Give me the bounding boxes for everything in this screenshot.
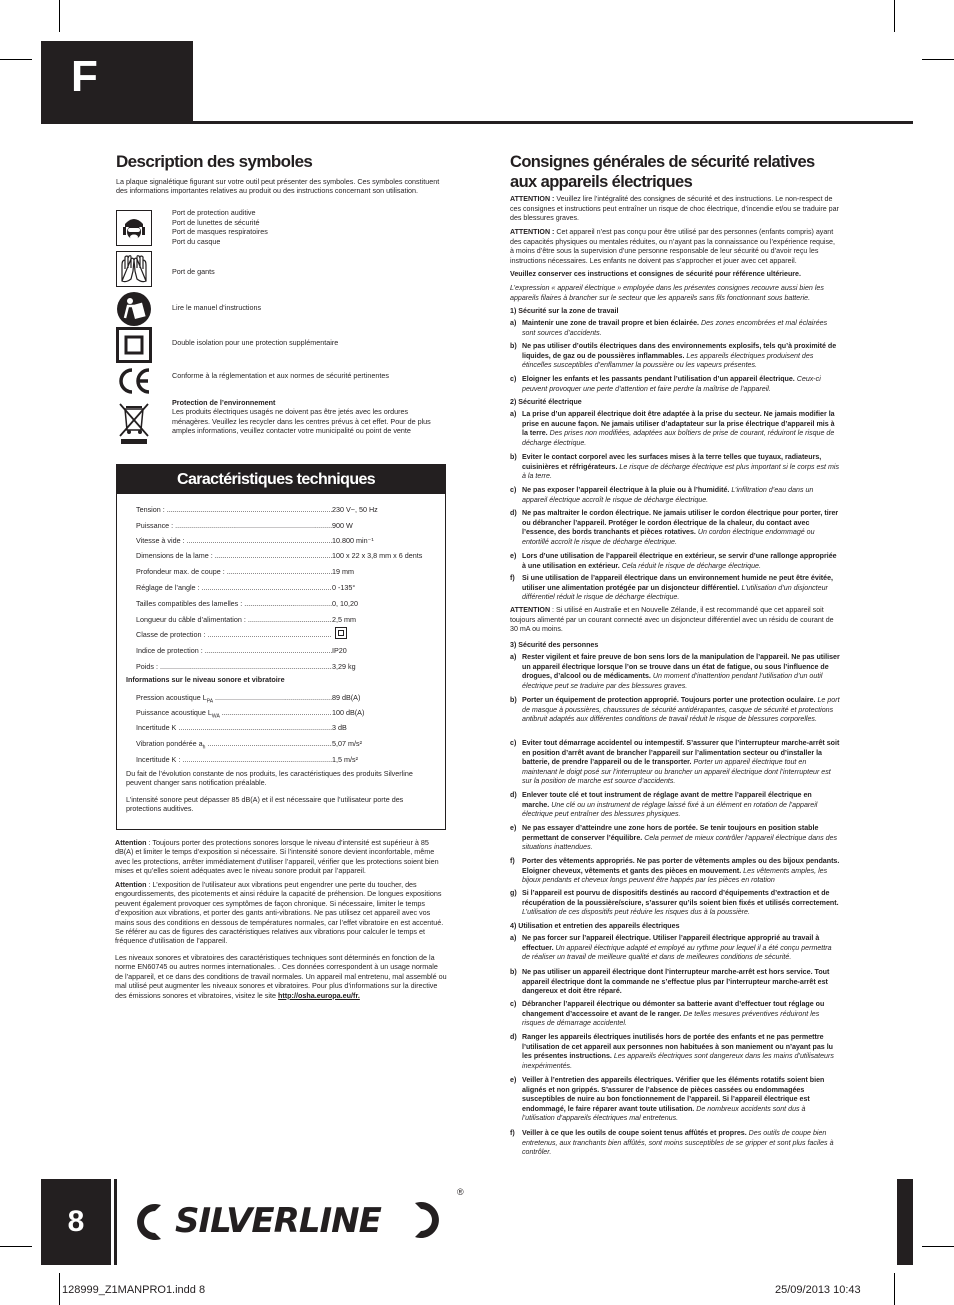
heading-work-area bbox=[510, 307, 840, 317]
spec-label: Tailles compatibles des lamelles : ..... bbox=[136, 599, 332, 608]
item-number: g) bbox=[510, 889, 517, 897]
item-italic: Le port de masque à poussières, chaussures de sécurité antidérapantes, casque de sécurité et protections antibruit adaptés aux différentes conditions de travail réduit le risque de blessures corporelles. bbox=[522, 696, 840, 723]
item-number: f) bbox=[510, 857, 515, 865]
brand-logo: SILVERLINE bbox=[175, 1201, 381, 1241]
spec-row bbox=[136, 567, 436, 578]
item-bold: Veiller à ce que les outils de coupe soient tenus affûtés et propres. bbox=[522, 1129, 747, 1137]
warning-lead: Attention bbox=[115, 880, 147, 889]
tech-note-2: L’intensité sonore peut dépasser 85 dB(A) et il est nécessaire que l’utilisateur porte des protections auditives. bbox=[126, 795, 404, 814]
item-bold: Porter des vêtements appropriés. Ne pas porter de vêtements amples ou des bijoux pendants. Eloigner cheveux, vêtements et gants des pièces en mouvement. bbox=[522, 857, 840, 875]
safety-p2 bbox=[510, 228, 840, 266]
item-bold: Ne pas maltraiter le cordon électrique. Ne jamais utiliser le cordon électrique pour porter, tirer ou débrancher l’appareil. Protéger le cordon électrique de la chaleur, du contact avec l’essence, des bords tranchants et pièces rotatives. bbox=[522, 509, 839, 536]
item-italic: Ceux-ci peuvent provoquer une perte d’attention et faire perdre la maîtrise de l’appareil. bbox=[522, 375, 821, 393]
spec-row bbox=[136, 630, 436, 641]
warning-standards bbox=[115, 953, 447, 1000]
heading-personal bbox=[510, 641, 840, 651]
crop-mark bbox=[922, 59, 954, 60]
spec-value: 0 -135° bbox=[332, 583, 356, 592]
noise-label bbox=[136, 708, 332, 721]
noise-title: Informations sur le niveau sonore et vibratoire bbox=[126, 675, 285, 684]
warning-text: : L’exposition de l’utilisateur aux vibrations peut engendrer une perte du toucher, des engourdissements, des picotements et ainsi réduire la capacité de préhension. De longues expositions peuvent également provoquer ces symptômes de façon chronique. Si nécessaire, limiter le temps d’exposition aux vibrations, et porter des gants anti-vibrations. Ne pas utilisez cet appareil avec vos mains sous des conditions en dessous de températures normales, car l’effet vibratoire en est accentué. Se référer au cas de figures des caractéristiques relatives aux vibrations pour calculer le temps et fréquence d’utilisation de l’appareil. bbox=[115, 880, 444, 946]
noise-row bbox=[136, 693, 436, 708]
noise-label-text: Incertitude K : bbox=[136, 755, 181, 764]
item-italic: De telles mesures préventives réduiront les risques de démarrage accidentel. bbox=[522, 1009, 820, 1027]
logo-panel bbox=[117, 1179, 897, 1265]
text: Veuillez lire l’intégralité des consignes de sécurité et des instructions. Le non-respect de ces consignes et instructions peut entraîner un risque de choc électrique, d’incendie et/ou se traduire par des blessures graves. bbox=[510, 195, 839, 222]
item-italic: Un cordon électrique endommagé ou entortillé accroît le risque de décharge électrique. bbox=[522, 528, 815, 546]
item-bold: Eviter le contact corporel avec les surfaces mises à la terre telles que tuyaux, radiateurs, cuisinières et réfrigérateurs. bbox=[522, 453, 822, 471]
item-bold: Ne pas utiliser un appareil électrique dont l’interrupteur marche-arrêt est hors service. Tout appareil électrique dont la commande ne s’effectue plus par l’interrupteur marche-arrêt est dangereux et doit être réparé. bbox=[522, 968, 830, 995]
manual-icon bbox=[116, 291, 152, 327]
noise-label bbox=[136, 723, 332, 736]
spec-label: Réglage de l’angle : ..... bbox=[136, 583, 332, 592]
footer-bar bbox=[41, 1179, 913, 1265]
page-number: 8 bbox=[67, 1205, 85, 1238]
item-bold: Lors d’une utilisation de l’appareil électrique en extérieur, se servir d’une rallonge appropriée à une utilisation en extérieur. bbox=[522, 552, 837, 570]
symbol-text-manual: Lire le manuel d’instructions bbox=[172, 303, 262, 312]
heading-text: 1) Sécurité sur la zone de travail bbox=[510, 307, 619, 315]
noise-value: 3 dB bbox=[332, 723, 347, 732]
symbol-text-gloves: Port de gants bbox=[172, 267, 215, 276]
item-italic: Un appareil électrique adapté et employé au rythme pour lequel il a été conçu permettra de réaliser un travail de meilleure qualité et dans de meilleures conditions de sécurité. bbox=[522, 943, 832, 961]
item-bold: Ne pas utiliser d’outils électriques dans des environnements explosifs, tels qu’à proximité de liquides, de gaz ou de poussières inflammables. bbox=[522, 342, 837, 360]
registered-mark: ® bbox=[457, 1187, 464, 1197]
warning-text: : Toujours porter des protections sonores lorsque le niveau d’intensité est supérieur à 85 dB(A) et limiter le temps d’exposition si nécessaire. Si l’intensité sonore devient inconfortable, même avec les protections, arrêter immédiatement d’utiliser l’appareil, vérifier que les protections soient bien mises et qu’elles soient adéquates avec le niveau sonore produit par l’appareil. bbox=[115, 838, 439, 876]
noise-label-text: Puissance acoustique L bbox=[136, 708, 212, 717]
symbols-list bbox=[116, 0, 448, 460]
warning-lead: Attention bbox=[115, 838, 147, 847]
item-italic: L’utilisation de ces dispositifs peut réduire les risques dus à la poussière. bbox=[522, 908, 750, 916]
spec-label: Poids : ..... bbox=[136, 662, 332, 671]
safety-p1 bbox=[510, 195, 840, 224]
spec-label: Longueur du câble d’alimentation : ..... bbox=[136, 615, 332, 624]
spec-label: Vitesse à vide : ..... bbox=[136, 536, 332, 545]
symbols-intro: La plaque signalétique figurant sur votre outil peut présenter des symboles. Ces symboles constituent des informations importantes relatives au produit ou des instructions concernant son utilisation. bbox=[116, 177, 440, 196]
text: : Si utilisé en Australie et en Nouvelle Zélande, il est recommandé que cet appareil soit toujours alimenté par un courant connecté avec un disjoncteur différentiel avec un résidu de courant de 30 mA ou moins. bbox=[510, 606, 834, 633]
spec-label: Indice de protection : ..... bbox=[136, 646, 332, 655]
spec-value: 100 x 22 x 3,8 mm x 6 dents bbox=[332, 551, 423, 560]
item-number: b) bbox=[510, 968, 517, 976]
section-letter: F bbox=[71, 52, 98, 101]
item-number: d) bbox=[510, 791, 517, 799]
symbols-title: Description des symboles bbox=[116, 152, 313, 171]
item-italic: Les appareils électriques produisent des étincelles susceptibles d’enflammer la poussière ou les vapeurs présentes. bbox=[522, 351, 814, 369]
text: Cet appareil n’est pas conçu pour être utilisé par des personnes (enfants compris) ayant des capacités physiques ou mentales réduites, ou n’ayant pas la connaissance ou l’expérience requise, à moins d’être sous la supervision d’une personne responsable de leur sécurité ou d’avoir reçu les instructions nécessaires. Les enfants ne doivent pas s’approcher et jouer avec cet appareil. bbox=[510, 228, 835, 265]
noise-label bbox=[136, 739, 332, 752]
item-italic: Les appareils électriques sont dangereux dans les mains d’utilisateurs inexpérimentés. bbox=[522, 1052, 834, 1070]
item-italic: De nombreux accidents sont dus à l’utilisation d’appareils électriques mal entretenus. bbox=[522, 1104, 806, 1122]
symbol-text-double-insulation: Double isolation pour une protection supplémentaire bbox=[172, 338, 339, 347]
tech-header bbox=[117, 465, 445, 494]
crop-mark bbox=[59, 0, 60, 32]
heading-text: 3) Sécurité des personnes bbox=[510, 641, 599, 649]
noise-label-text: Incertitude K bbox=[136, 723, 177, 732]
tech-specs-box bbox=[116, 464, 446, 830]
crop-mark bbox=[0, 1246, 32, 1247]
heading-text: 2) Sécurité électrique bbox=[510, 398, 582, 406]
item-bold: Enlever toute clé et tout instrument de réglage avant de mettre l’appareil électrique en marche. bbox=[522, 791, 812, 809]
noise-subscript: h bbox=[202, 744, 206, 751]
item-number: a) bbox=[510, 319, 517, 327]
spec-value: 3,29 kg bbox=[332, 662, 356, 671]
spec-row bbox=[136, 599, 436, 610]
heading-use bbox=[510, 922, 840, 932]
ce-icon bbox=[116, 363, 152, 399]
spec-row bbox=[136, 583, 436, 594]
item-bold: Ne pas forcer sur l’appareil électrique. Utiliser l’appareil électrique approprié au travail à effectuer. bbox=[522, 934, 820, 952]
spec-value: 230 V~, 50 Hz bbox=[332, 505, 378, 514]
item-number: e) bbox=[510, 824, 517, 832]
safety-p4 bbox=[510, 284, 840, 303]
warning-hearing bbox=[115, 838, 447, 876]
spec-value: 0, 10,20 bbox=[332, 599, 358, 608]
symbol-text-ce: Conforme à la réglementation et aux normes de sécurité pertinentes bbox=[172, 371, 389, 380]
heading-text: 4) Utilisation et entretien des appareils électriques bbox=[510, 922, 680, 930]
item-bold: Maintenir une zone de travail propre et bien éclairée. bbox=[522, 319, 700, 327]
heading-electrical bbox=[510, 398, 840, 408]
item-number: f) bbox=[510, 574, 515, 582]
spec-row bbox=[136, 505, 436, 516]
spec-row bbox=[136, 615, 436, 626]
safety-p3 bbox=[510, 270, 840, 280]
noise-value: 5,07 m/s² bbox=[332, 739, 362, 748]
safety-body bbox=[510, 0, 840, 1170]
lead: ATTENTION : bbox=[510, 228, 555, 236]
spec-value: 19 mm bbox=[332, 567, 354, 576]
item-bold: Eloigner les enfants et les passants pendant l’utilisation d’un appareil électrique. bbox=[522, 375, 795, 383]
wrench-logo-end-icon bbox=[405, 1197, 445, 1243]
noise-label bbox=[136, 693, 332, 706]
double-insulation-icon bbox=[116, 327, 152, 363]
item-bold: Si une utilisation de l’appareil électrique dans un environnement humide ne peut être évitée, utiliser une alimentation protégée par un disjoncteur différentiel. bbox=[522, 574, 834, 592]
item-italic: Une clé ou un instrument de réglage laissé fixé à un élément en rotation de l’appareil électrique peut entraîner des blessures physiques. bbox=[522, 800, 818, 818]
spec-label: Profondeur max. de coupe : ..... bbox=[136, 567, 332, 576]
item-number: d) bbox=[510, 1033, 517, 1041]
crop-mark bbox=[59, 1273, 60, 1305]
crop-mark bbox=[0, 59, 32, 60]
noise-value: 1,5 m/s² bbox=[332, 755, 358, 764]
text: Veuillez conserver ces instructions et consignes de sécurité pour référence ultérieure. bbox=[510, 270, 801, 278]
item-bold: Rester vigilent et faire preuve de bon sens lors de la manipulation de l’appareil. Ne pas utiliser un appareil électrique lorsque l’on se trouve dans un état de fatigue, ou sous l’influence de drogues, d’alcool ou de médicaments. bbox=[522, 653, 840, 680]
item-number: b) bbox=[510, 453, 517, 461]
item-italic: Porter un appareil électrique tout en maintenant le doigt posé sur l’interrupteur ou brancher un appareil électrique dont l’interrupteur est sur la position de marche est source d’accidents. bbox=[522, 758, 831, 785]
item-bold: Ranger les appareils électriques inutilisés hors de portée des enfants et ne pas permettre l’utilisation de cet appareil aux personnes non habituées à son maniement ou n’ayant pas lu les présentes instructions. bbox=[522, 1033, 834, 1060]
noise-label bbox=[136, 755, 332, 768]
item-number: c) bbox=[510, 486, 517, 494]
spec-row bbox=[136, 551, 436, 562]
item-number: e) bbox=[510, 1076, 517, 1084]
spec-value: 900 W bbox=[332, 521, 353, 530]
item-italic: L’utilisation d’un disjoncteur différentiel réduit le risque de décharge électrique. bbox=[522, 583, 828, 601]
spec-row bbox=[136, 521, 436, 532]
symbol-title-environment: Protection de l’environnement bbox=[172, 398, 276, 407]
osha-link[interactable]: http://osha.europa.eu/fr. bbox=[277, 990, 360, 1000]
spec-label: Dimensions de la lame : ..... bbox=[136, 551, 332, 560]
item-number: a) bbox=[510, 934, 517, 942]
wrench-logo-icon bbox=[131, 1199, 171, 1245]
item-number: c) bbox=[510, 1000, 517, 1008]
item-bold: Eviter tout démarrage accidentel ou intempestif. S’assurer que l’interrupteur marche-arrêt soit en position d’arrêt avant de brancher l’appareil sur l’alimentation secteur ou d’installer la batterie, de prendre l’appareil ou de le transporter. bbox=[522, 739, 840, 766]
item-italic: Des prises non modifiées, adaptées aux boîtiers de prise de courant, réduiront le risque de décharge électrique. bbox=[522, 429, 835, 447]
lead: ATTENTION : bbox=[510, 195, 555, 203]
noise-label-text: Pression acoustique L bbox=[136, 693, 207, 702]
item-italic: Un moment d’inattention pendant l’utilisation d’un outil électrique peut se traduire par des blessures graves. bbox=[522, 672, 823, 690]
item-italic: L’infiltration d’eau dans un appareil électrique accroît le risque de décharge électrique. bbox=[522, 486, 814, 504]
weee-bin-icon bbox=[116, 400, 152, 446]
item-italic: Des outils de coupe bien entretenus, aux tranchants bien affûtés, sont moins susceptibles de se gripper et sont plus faciles à contrôler. bbox=[522, 1129, 834, 1156]
symbol-text-environment: Les produits électriques usagés ne doivent pas être jetés avec les ordures ménagères. Veuillez les recycler dans les centres prévus à cet effet. Pour de plus amples informations, veuillez contacter votre municipalité ou point de vente bbox=[172, 407, 431, 436]
item-number: b) bbox=[510, 696, 517, 704]
item-number: e) bbox=[510, 552, 517, 560]
noise-row bbox=[136, 739, 436, 754]
spec-row bbox=[136, 536, 436, 547]
item-italic: Des zones encombrées et mal éclairées sont sources d’accidents. bbox=[522, 319, 828, 337]
spec-row bbox=[136, 662, 436, 673]
item-bold: Porter un équipement de protection approprié. Toujours porter une protection oculaire. bbox=[522, 696, 816, 704]
tech-note-1: Du fait de l’évolution constante de nos produits, les caractéristiques des produits Silverline peuvent changer sans notification préalable. bbox=[126, 769, 413, 788]
noise-label-text: Vibration pondérée a bbox=[136, 739, 203, 748]
item-number: f) bbox=[510, 1129, 515, 1137]
crop-mark bbox=[894, 1273, 895, 1305]
class-ii-icon bbox=[335, 627, 347, 639]
item-number: c) bbox=[510, 739, 517, 747]
warning-vibration bbox=[115, 880, 447, 946]
date-slug: 25/09/2013 10:43 bbox=[775, 1284, 861, 1296]
spec-row bbox=[136, 646, 436, 657]
ppe-icon bbox=[116, 210, 152, 246]
footer-divider bbox=[111, 1179, 114, 1265]
crop-mark bbox=[894, 0, 895, 32]
lead: ATTENTION bbox=[510, 606, 551, 614]
item-bold: Si l’appareil est pourvu de dispositifs destinés au raccord d’équipements d’extraction et de récupération de la poussière/sciure, s’assurer qu’ils soient bien fixés et utilisés correctement. bbox=[522, 889, 839, 907]
noise-subscript: WA bbox=[211, 713, 220, 720]
spec-value: 2,5 mm bbox=[332, 615, 356, 624]
noise-value: 100 dB(A) bbox=[332, 708, 365, 717]
symbol-text-ppe: Port de protection auditive Port de lunettes de sécurité Port de masques respiratoires Port du casque bbox=[172, 208, 268, 246]
item-number: b) bbox=[510, 342, 517, 350]
text: L’expression « appareil électrique » employée dans les présentes consignes recouvre aussi bien les appareils filaires à brancher sur le secteur que les appareils sans fils fonctionnant sous batterie. bbox=[510, 284, 824, 302]
spec-label: Puissance : ..... bbox=[136, 521, 332, 530]
item-number: d) bbox=[510, 509, 517, 517]
item-number: c) bbox=[510, 375, 517, 383]
item-bold: Ne pas exposer l’appareil électrique à la pluie ou à l’humidité. bbox=[522, 486, 730, 494]
item-italic: Le risque de décharge électrique est plus important si le corps est mis à la terre. bbox=[522, 462, 840, 480]
item-bold: La prise d’un appareil électrique doit être adaptée à la prise du secteur. Ne jamais modifier la prise en aucune façon. Ne jamais utiliser d’adaptateur sur la prise électrique d’appareil mis à la terre. bbox=[522, 410, 835, 437]
noise-value: 89 dB(A) bbox=[332, 693, 361, 702]
spec-label: Tension : ..... bbox=[136, 505, 332, 514]
spec-value: 10.800 min⁻¹ bbox=[332, 536, 374, 545]
safety-australia bbox=[510, 606, 840, 635]
item-italic: Cela réduit le risque de décharge électrique. bbox=[619, 561, 761, 570]
gloves-icon bbox=[116, 251, 152, 287]
spec-label: Classe de protection : ..... bbox=[136, 630, 332, 639]
spec-value: IP20 bbox=[332, 646, 347, 655]
item-bold: Débrancher l’appareil électrique ou démonter sa batterie avant d’effectuer tout réglage ou changement d’accessoire et avant de le ranger. bbox=[522, 1000, 825, 1018]
item-number: a) bbox=[510, 653, 517, 661]
noise-row bbox=[136, 723, 436, 738]
item-number: a) bbox=[510, 410, 517, 418]
item-italic: Cela permet de mieux contrôler l’appareil électrique dans des situations inattendues. bbox=[522, 833, 838, 851]
file-slug: 128999_Z1MANPRO1.indd 8 bbox=[62, 1284, 206, 1296]
item-italic: Les vêtements amples, les bijoux pendants et cheveux longs peuvent être happés par les pièces en rotation bbox=[522, 866, 828, 884]
warning-text: Les niveaux sonores et vibratoires des caractéristiques techniques sont déterminés en fonction de la norme EN60745 ou autres normes internationales. . Ces données correspondent à un usage normale de l’appareil, et ce dans des conditions de travail normales. Un appareil mal entretenu, mal assemblé ou mal utilisé peut augmenter les niveaux sonores et vibratoires. Pour plus d’informations sur la directive des émissions sonores et vibratoires, visitez le site bbox=[115, 953, 447, 1000]
item-bold: Ne pas essayer d’atteindre une zone hors de portée. Se tenir toujours en position stable permettant de conserver l’équilibre. bbox=[522, 824, 819, 842]
noise-subscript: PA bbox=[206, 698, 214, 705]
crop-mark bbox=[922, 1246, 954, 1247]
noise-row bbox=[136, 708, 436, 723]
tech-title: Caractéristiques techniques bbox=[177, 471, 376, 488]
safety-title: Consignes générales de sécurité relatives aux appareils électriques bbox=[510, 153, 815, 191]
item-bold: Veiller à l’entretien des appareils électriques. Vérifier que les éléments rotatifs soient bien alignés et non grippés. S’assurer de l’absence de pièces cassées ou endommagées susceptibles de nuire au bon fonctionnement de l’appareil. Si l’appareil électrique est endommagé, le faire réparer avant toute utilisation. bbox=[522, 1076, 825, 1113]
